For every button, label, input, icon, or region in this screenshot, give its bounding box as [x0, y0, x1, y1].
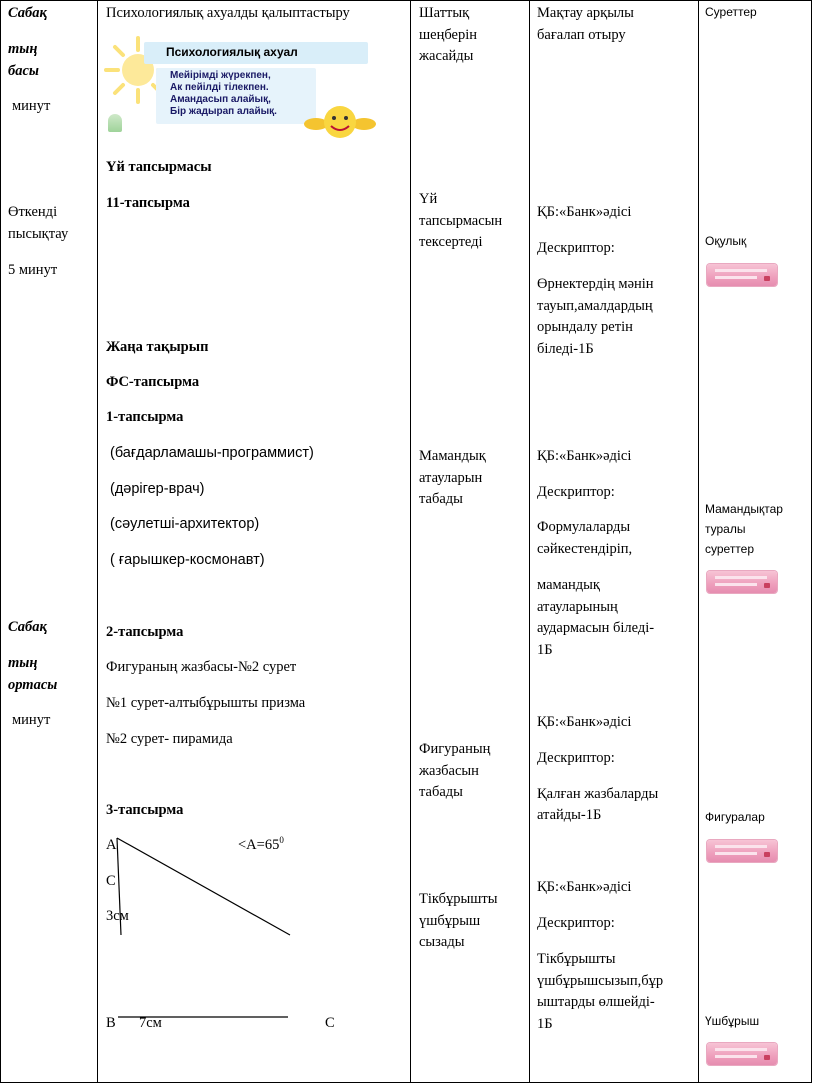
assessment-5-text-1: Тікбұрышты [537, 951, 616, 967]
smiley-sun-icon [300, 102, 380, 142]
assessment-2-text-4: біледі-1Б [537, 341, 594, 357]
resource-card-4 [707, 1043, 777, 1065]
activity-4-line-1: Фигураның [419, 741, 491, 757]
assessment-2-text-1: Өрнектердің мәнін [537, 276, 654, 292]
activity-4-line-2: жазбасын [419, 763, 479, 779]
stage-start-title-3: басы [8, 63, 39, 79]
task-3-label: 3-тапсырма [106, 802, 184, 818]
triangle-label-c-right: C [325, 1015, 335, 1031]
assessment-3-text-2: сәйкестендіріп, [537, 541, 633, 557]
column-divider-4 [698, 0, 699, 1083]
assessment-1-line-1: Мақтау арқылы [537, 5, 634, 21]
assessment-5-descriptor: Дескриптор: [537, 915, 615, 931]
task-1-item-4: ( ғарышкер-космонавт) [110, 552, 265, 568]
assessment-1-line-2: бағалап отыру [537, 27, 626, 43]
task-2-item-1: Фигураның жазбасы-№2 сурет [106, 659, 297, 675]
resource-professions-2: туралы [705, 522, 746, 536]
activity-1-line-3: жасайды [419, 48, 474, 64]
stage-review-title-1: Өткенді [8, 204, 58, 220]
assessment-4-text-2: атайды-1Б [537, 807, 602, 823]
table-left-border [0, 0, 1, 1083]
assessment-5-text-3: ыштарды өлшейді- [537, 994, 655, 1010]
stage-middle-title-2: тың [8, 655, 38, 671]
activity-5-line-1: Тікбұрышты [419, 891, 498, 907]
assessment-5-text-2: үшбұрышсызып,бұр [537, 973, 664, 989]
assessment-5-text-4: 1Б [537, 1016, 553, 1032]
fs-task-label: ФС-тапсырма [106, 374, 200, 390]
resource-textbook: Оқулық [705, 234, 747, 248]
activity-2-line-3: тексертеді [419, 234, 483, 250]
resource-card-2 [707, 571, 777, 593]
resource-card-1 [707, 264, 777, 286]
stage-middle-title-1: Сабақ [8, 619, 47, 635]
triangle-label-a: A [106, 837, 117, 853]
assessment-3-descriptor: Дескриптор: [537, 484, 615, 500]
task-2-item-2: №1 сурет-алтыбұрышты призма [106, 695, 306, 711]
resource-triangle: Үшбұрыш [705, 1014, 760, 1028]
homework-title: Үй тапсырмасы [106, 159, 212, 175]
psych-mood-banner [104, 36, 394, 136]
assessment-3-text-1: Формулаларды [537, 519, 631, 535]
activity-2-line-2: тапсырмасын [419, 213, 503, 229]
task-2-label: 2-тапсырма [106, 624, 184, 640]
task-2-item-3: №2 сурет- пирамида [106, 731, 233, 747]
resource-pictures: Суреттер [705, 5, 757, 19]
column-divider-2 [410, 0, 411, 1083]
assessment-2-descriptor: Дескриптор: [537, 240, 615, 256]
banner-title: Психологиялық ахуал [166, 45, 298, 59]
task-1-label: 1-тапсырма [106, 409, 184, 425]
psych-heading: Психологиялық ахуалды қалыптастыру [106, 5, 350, 21]
table-right-border [811, 0, 812, 1083]
assessment-5-method: ҚБ:«Банк»әдісі [537, 879, 632, 895]
activity-5-line-3: сызады [419, 934, 465, 950]
banner-grass [108, 114, 122, 132]
banner-line-2: Ак пейілді тілекпен. [170, 82, 269, 93]
task-11-label: 11-тапсырма [106, 195, 190, 211]
task-1-item-2: (дәрігер-врач) [110, 481, 205, 497]
stage-review-minutes: 5 минут [8, 262, 58, 278]
activity-1-line-1: Шаттық [419, 5, 470, 21]
assessment-3-method: ҚБ:«Банк»әдісі [537, 448, 632, 464]
task-1-item-3: (сәулетші-архитектор) [110, 516, 260, 532]
assessment-3-text-6: 1Б [537, 642, 553, 658]
stage-review-title-2: пысықтау [8, 226, 69, 242]
task-1-item-1: (бағдарламашы-программист) [110, 445, 314, 461]
assessment-4-text-1: Қалған жазбаларды [537, 786, 659, 802]
table-top-border [0, 0, 812, 1]
stage-start-title-1: Сабақ [8, 5, 47, 21]
column-divider-1 [97, 0, 98, 1083]
assessment-2-text-3: орындалу ретін [537, 319, 633, 335]
stage-start-title-2: тың [8, 41, 38, 57]
triangle-side-left: 3см [106, 908, 129, 924]
stage-start-minutes: минут [12, 98, 51, 114]
banner-line-3: Амандасып алайық, [170, 94, 271, 105]
activity-3-line-2: атауларын [419, 470, 483, 486]
table-bottom-border [0, 1082, 812, 1083]
assessment-3-text-5: аудармасын біледі- [537, 620, 655, 636]
right-triangle-drawing [100, 830, 400, 1030]
resource-professions-1: Мамандықтар [705, 502, 783, 516]
assessment-2-text-2: тауып,амалдардың [537, 298, 653, 314]
triangle-side-bottom: 7см [139, 1015, 162, 1031]
stage-middle-minutes: минут [12, 712, 51, 728]
stage-middle-title-3: ортасы [8, 677, 58, 693]
assessment-3-text-3: мамандық [537, 577, 600, 593]
activity-1-line-2: шеңберін [419, 27, 478, 43]
assessment-4-method: ҚБ:«Банк»әдісі [537, 714, 632, 730]
resource-professions-3: суреттер [705, 542, 755, 556]
activity-2-line-1: Үй [419, 191, 438, 207]
assessment-4-descriptor: Дескриптор: [537, 750, 615, 766]
activity-5-line-2: үшбұрыш [419, 913, 481, 929]
activity-3-line-1: Мамандық [419, 448, 486, 464]
assessment-3-text-4: атауларының [537, 599, 618, 615]
resource-figures: Фигуралар [705, 810, 765, 824]
activity-3-line-3: табады [419, 491, 463, 507]
banner-line-1: Мейірімді жүрекпен, [170, 70, 271, 81]
activity-4-line-3: табады [419, 784, 463, 800]
triangle-angle-label: $<A=65^0$ [238, 835, 284, 853]
resource-card-3 [707, 840, 777, 862]
banner-line-4: Бір жадырап алайық. [170, 106, 277, 117]
new-topic-title: Жаңа тақырып [106, 339, 209, 355]
column-divider-3 [529, 0, 530, 1083]
assessment-2-method: ҚБ:«Банк»әдісі [537, 204, 632, 220]
triangle-label-b: B [106, 1015, 116, 1031]
triangle-label-c-left: C [106, 873, 116, 889]
